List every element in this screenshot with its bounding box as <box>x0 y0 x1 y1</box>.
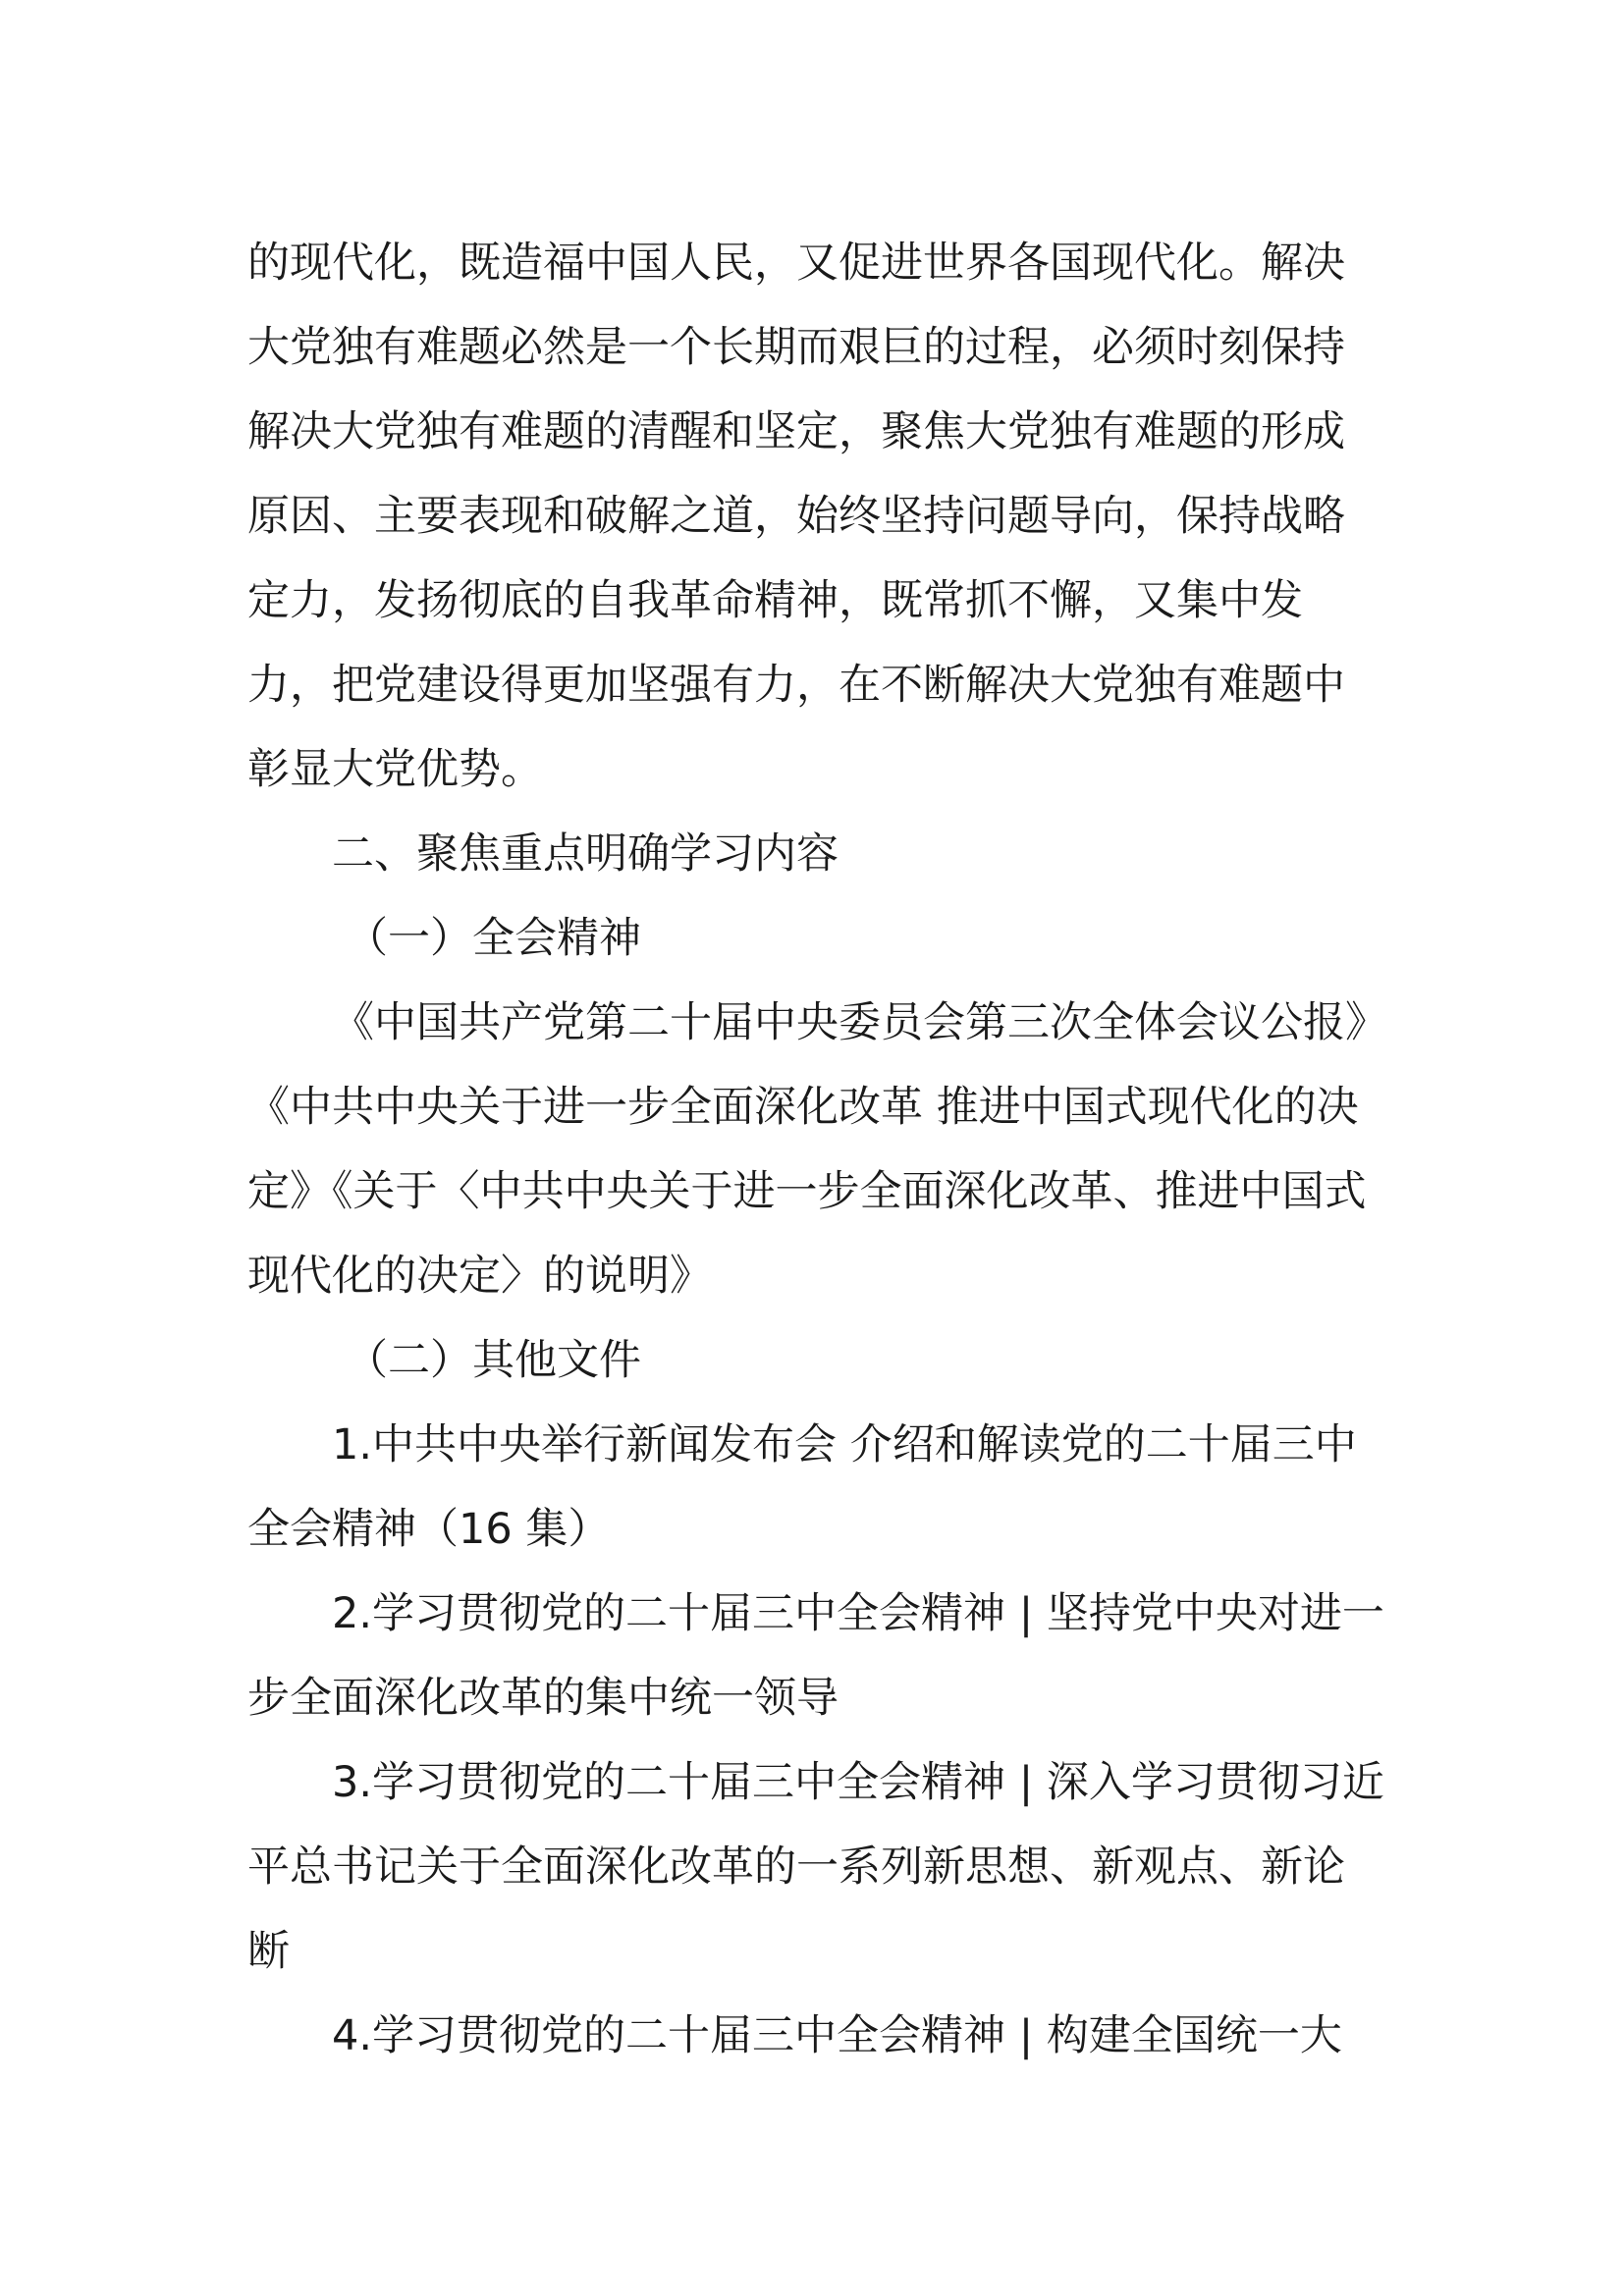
document-body <box>247 221 1386 2078</box>
list-item: 2.学习贯彻党的二十届三中全会精神 | 坚持党中央对进一步全面深化改革的集中统一领导 <box>247 1589 1384 1723</box>
subsection-heading-1: （一）全会精神 <box>346 914 641 963</box>
section-heading: 二、聚焦重点明确学习内容 <box>332 829 839 879</box>
list-item: 1.中共中央举行新闻发布会 介绍和解读党的二十届三中全会精神（16 集） <box>247 1420 1357 1554</box>
subsection-heading-2: （二）其他文件 <box>346 1336 641 1385</box>
list-item: 4.学习贯彻党的二十届三中全会精神 | 构建全国统一大 <box>332 2011 1342 2060</box>
list-item: 3.学习贯彻党的二十届三中全会精神 | 深入学习贯彻习近平总书记关于全面深化改革的一系列新思想、新观点、新论断 <box>247 1758 1384 1976</box>
document-list-paragraph: 《中国共产党第二十届中央委员会第三次全体会议公报》《中共中央关于进一步全面深化改革 推进中国式现代化的决定》《关于〈中共中央关于进一步全面深化改革、推进中国式现代化的决定〉的说明》 <box>247 998 1367 1301</box>
body-paragraph: 的现代化，既造福中国人民，又促进世界各国现代化。解决大党独有难题必然是一个长期而艰巨的过程，必须时刻保持解决大党独有难题的清醒和坚定，聚焦大党独有难题的形成原因、主要表现和破解之道，始终坚持问题导向，保持战略定力，发扬彻底的自我革命精神，既常抓不懈，又集中发力，把党建设得更加坚强有力，在不断解决大党独有难题中彰显大党优势。 <box>247 239 1345 794</box>
